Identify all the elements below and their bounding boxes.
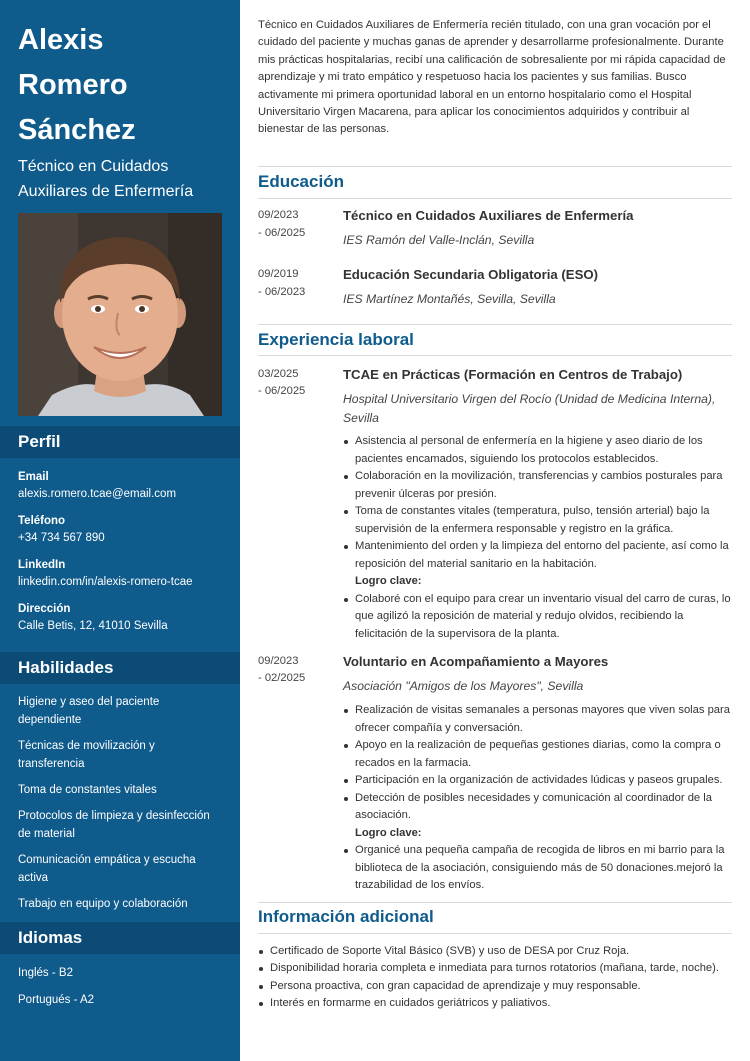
divider bbox=[258, 324, 732, 325]
languages-heading: Idiomas bbox=[0, 922, 240, 954]
experience-date-end: - 02/2025 bbox=[258, 672, 306, 684]
bullet-item: Detección de posibles necesidades y comunicación al coordinador de la asociación. bbox=[343, 790, 735, 825]
education-date-start: 09/2019 bbox=[258, 268, 299, 280]
profile-photo bbox=[18, 213, 222, 416]
contact-phone[interactable]: +34 734 567 890 bbox=[18, 532, 105, 544]
experience-place: Hospital Universitario Virgen del Rocío (Unidad de Medicina Interna), Sevilla bbox=[343, 392, 716, 425]
divider bbox=[258, 355, 732, 356]
experience-date-start: 09/2023 bbox=[258, 655, 299, 667]
experience-title: TCAE en Prácticas (Formación en Centros de Trabajo) bbox=[343, 367, 683, 382]
professional-summary: Técnico en Cuidados Auxiliares de Enfermería recién titulado, con una gran vocación por el cuidado del paciente y muchas ganas de aprender y desarrollarme profesionalmente. Durante mis prácticas hospitalarias, recibí una calificación de sobresaliente por mi rápida capacidad de aprendizaje y mi trato empático y respetuoso hacia los pacientes y sus familias. Busco activamente mi primera oportunidad laboral en un entorno hospitalario como el Hospital Universitario Virgen Macarena, para aplicar los conocimientos adquiridos y contribuir al bienestar de las personas. bbox=[258, 19, 726, 136]
experience-date-start: 03/2025 bbox=[258, 368, 299, 380]
skill-item: Trabajo en equipo y colaboración bbox=[18, 898, 188, 910]
contact-email[interactable]: alexis.romero.tcae@email.com bbox=[18, 488, 177, 500]
profile-heading: Perfil bbox=[0, 426, 240, 458]
bullet-item: Realización de visitas semanales a personas mayores que viven solas para ofrecer compañía y conversación. bbox=[343, 702, 735, 737]
contact-address: Calle Betis, 12, 41010 Sevilla bbox=[18, 620, 168, 632]
additional-info-list bbox=[258, 943, 734, 1013]
education-title: Técnico en Cuidados Auxiliares de Enfermería bbox=[343, 208, 634, 223]
experience-date-end: - 06/2025 bbox=[258, 385, 306, 397]
key-achievement: Colaboré con el equipo para crear un inventario visual del carro de curas, lo que agilizó la reposición de material y redujo olvidos, recibiendo la felicitación de la supervisora de la planta. bbox=[343, 591, 735, 644]
divider bbox=[258, 902, 732, 903]
candidate-name bbox=[18, 18, 228, 153]
experience-place: Asociación "Amigos de los Mayores", Sevilla bbox=[343, 679, 584, 693]
language-item: Portugués - A2 bbox=[18, 994, 95, 1006]
experience-bullets bbox=[343, 433, 735, 643]
bullet-item: Toma de constantes vitales (temperatura, pulso, tensión arterial) bajo la supervisión de la enfermera responsable y registro en la gráfica. bbox=[343, 503, 735, 538]
key-achievement-label: Logro clave: bbox=[355, 575, 422, 587]
education-title: Educación Secundaria Obligatoria (ESO) bbox=[343, 267, 599, 282]
sidebar bbox=[0, 0, 240, 1061]
profile-photo-illustration bbox=[18, 213, 222, 416]
name-line-1: Alexis bbox=[18, 24, 104, 56]
additional-info-heading: Información adicional bbox=[258, 907, 434, 926]
name-line-2: Romero bbox=[18, 69, 128, 101]
skill-item: Higiene y aseo del paciente dependiente bbox=[18, 696, 160, 726]
additional-info-item: Persona proactiva, con gran capacidad de aprendizaje y muy responsable. bbox=[258, 978, 734, 995]
education-place: IES Martínez Montañés, Sevilla, Sevilla bbox=[343, 292, 556, 306]
additional-info-item: Interés en formarme en cuidados geriátricos y paliativos. bbox=[258, 995, 734, 1012]
education-date-end: - 06/2023 bbox=[258, 286, 306, 298]
contact-label-phone: Teléfono bbox=[18, 515, 66, 527]
language-item: Inglés - B2 bbox=[18, 967, 73, 979]
bullet-item: Apoyo en la realización de pequeñas gestiones diarias, como la compra o recados en la farmacia. bbox=[343, 737, 735, 772]
bullet-item: Mantenimiento del orden y la limpieza del entorno del paciente, así como la reposición del material sanitario en la habitación. bbox=[343, 538, 735, 573]
divider bbox=[258, 198, 732, 199]
skill-item: Protocolos de limpieza y desinfección de material bbox=[18, 810, 210, 840]
contact-label-address: Dirección bbox=[18, 603, 71, 615]
additional-info-item: Disponibilidad horaria completa e inmediata para turnos rotatorios (mañana, tarde, noche). bbox=[258, 960, 734, 977]
education-heading: Educación bbox=[258, 172, 344, 191]
name-line-3: Sánchez bbox=[18, 114, 136, 146]
additional-info-item: Certificado de Soporte Vital Básico (SVB) y uso de DESA por Cruz Roja. bbox=[258, 943, 734, 960]
skills-heading: Habilidades bbox=[0, 652, 240, 684]
experience-title: Voluntario en Acompañamiento a Mayores bbox=[343, 654, 609, 669]
key-achievement-label: Logro clave: bbox=[355, 826, 422, 839]
experience-bullets bbox=[343, 702, 735, 895]
education-date-end: - 06/2025 bbox=[258, 227, 306, 239]
contact-label-linkedin: LinkedIn bbox=[18, 559, 66, 571]
key-achievement: Organicé una pequeña campaña de recogida de libros en mi barrio para la biblioteca de la asociación, consiguiendo más de 50 donaciones.mejoró la trazabilidad de los envíos. bbox=[343, 842, 735, 895]
contact-label-email: Email bbox=[18, 471, 49, 483]
divider bbox=[258, 166, 732, 167]
education-place: IES Ramón del Valle-Inclán, Sevilla bbox=[343, 233, 535, 247]
skill-item: Comunicación empática y escucha activa bbox=[18, 854, 196, 884]
divider bbox=[258, 933, 732, 934]
bullet-item: Asistencia al personal de enfermería en la higiene y aseo diario de los pacientes encamados, siguiendo los protocolos establecidos. bbox=[343, 433, 735, 468]
candidate-role: Técnico en Cuidados Auxiliares de Enfermería bbox=[18, 158, 194, 200]
experience-heading: Experiencia laboral bbox=[258, 330, 414, 349]
contact-linkedin[interactable]: linkedin.com/in/alexis-romero-tcae bbox=[18, 576, 193, 588]
skill-item: Toma de constantes vitales bbox=[18, 784, 157, 796]
skill-item: Técnicas de movilización y transferencia bbox=[18, 740, 155, 770]
bullet-item: Colaboración en la movilización, transferencias y cambios posturales para prevenir úlceras por presión. bbox=[343, 468, 735, 503]
bullet-item: Participación en la organización de actividades lúdicas y paseos grupales. bbox=[343, 772, 735, 790]
education-date-start: 09/2023 bbox=[258, 209, 299, 221]
